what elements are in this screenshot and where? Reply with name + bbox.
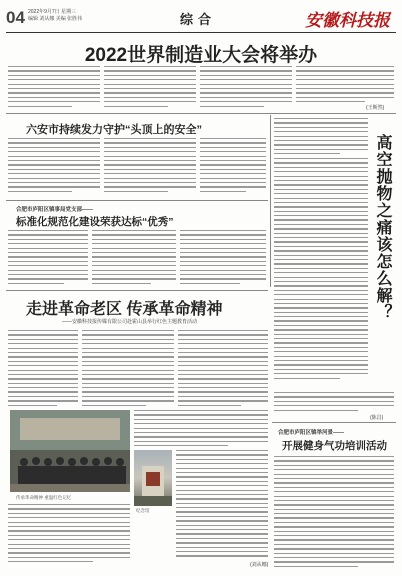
page-number: 04 xyxy=(6,8,25,27)
revolution-col-1 xyxy=(8,330,78,406)
masthead-logo: 安徽科技报 xyxy=(305,11,390,30)
security-col-2 xyxy=(104,138,196,196)
main-headline: 2022世界制造业大会将举办 xyxy=(84,45,318,66)
qigong-kicker: 合肥市庐阳区镇举河景—— xyxy=(278,430,345,436)
main-article-col-4 xyxy=(296,66,394,104)
main-article-col-3 xyxy=(200,66,292,110)
enforcement-col-3 xyxy=(180,230,266,286)
memorial-photo-art xyxy=(134,450,172,506)
section-name: 综合 xyxy=(180,12,217,27)
divider xyxy=(6,200,268,201)
sidebar-vertical-headline: 高空抛物之痛该怎么解？ xyxy=(374,134,391,321)
main-article-col-1 xyxy=(8,66,100,110)
memorial-photo xyxy=(134,450,172,506)
issue-date: 2022年9月7日 星期三 xyxy=(28,9,77,15)
main-article-col-2 xyxy=(104,66,196,110)
page-header xyxy=(6,6,396,32)
sidebar-body-text xyxy=(274,158,368,388)
header-rule xyxy=(6,32,396,33)
divider xyxy=(6,113,396,114)
divider xyxy=(272,422,396,423)
enforcement-title: 标准化规范化建设荣获达标“优秀” xyxy=(16,216,174,228)
group-photo xyxy=(10,410,130,492)
group-photo-caption: 传承革命精神 重温红色记忆 xyxy=(16,495,72,500)
qigong-title: 开展健身气功培训活动 xyxy=(282,440,387,452)
enforcement-col-2 xyxy=(92,230,176,286)
column-divider xyxy=(270,115,271,287)
security-col-1 xyxy=(8,138,100,196)
revolution-col-2 xyxy=(82,330,174,406)
qigong-body xyxy=(274,456,394,568)
divider xyxy=(6,290,268,291)
enforcement-kicker: 合肥市庐阳区镇事局党支部—— xyxy=(16,207,94,213)
sidebar-bottom-text xyxy=(274,392,394,416)
sidebar-top-text xyxy=(274,118,368,154)
revolution-col-3 xyxy=(178,330,268,406)
revolution-byline: (刘从娜) xyxy=(250,562,269,568)
revolution-col-4 xyxy=(134,410,268,446)
revolution-col-5 xyxy=(176,450,268,560)
main-byline: (王斯然) xyxy=(366,105,385,111)
security-col-3 xyxy=(200,138,266,196)
memorial-photo-caption: 纪念馆 xyxy=(136,508,150,513)
sidebar-byline: (陈昌) xyxy=(370,415,384,421)
revolution-title: 走进革命老区 传承革命精神 xyxy=(26,301,223,318)
issue-editors: 编辑 刘从娜 美编 张胜伟 xyxy=(28,16,83,22)
security-title: 六安市持续发力守护“头顶上的安全” xyxy=(26,124,202,136)
revolution-subtitle: ——安徽科技报传媒有限公司赴霍山县举行红色主题教育活动 xyxy=(62,319,198,325)
issue-meta xyxy=(28,9,82,23)
revolution-col-6 xyxy=(8,504,130,568)
group-photo-art xyxy=(10,410,130,492)
enforcement-col-1 xyxy=(8,230,88,286)
